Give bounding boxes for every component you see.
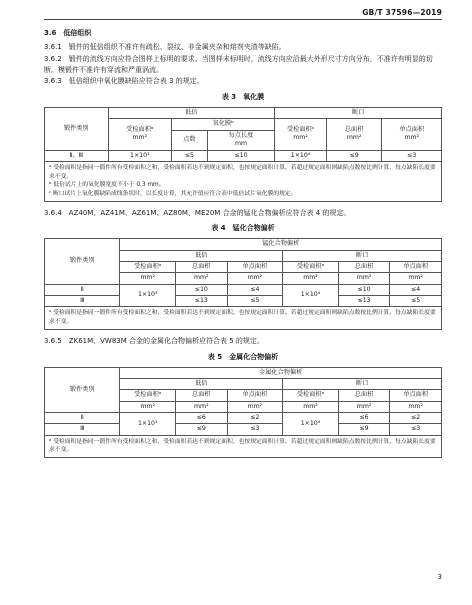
table-cell: ≤3 xyxy=(227,424,283,435)
table-row xyxy=(45,150,442,161)
table-unit-cell: mm² xyxy=(338,273,390,284)
table-note: ᵃ 受检面积是指同一锻件所有受检面积之和，受检面积若达不到规定面积，也按规定面积计算。若超过规定面积则缺陷点数按比例计算，每点缺陷长度要求不变。 xyxy=(49,164,436,180)
table-3-header-length: 每点长度 mm xyxy=(207,130,274,150)
table-cell: 1×10⁴ xyxy=(275,150,327,161)
table-5-notes xyxy=(45,435,442,457)
table-header-cell: 受检面积ᵃ xyxy=(120,390,176,401)
table-3-header-count: 点数 xyxy=(172,130,208,150)
table-cell: ≤3 xyxy=(382,150,442,161)
table-cell: ≤3 xyxy=(390,424,442,435)
table-3-notes xyxy=(45,161,442,201)
table-row xyxy=(45,284,442,295)
paragraph-3-6-5: 3.6.5 ZK61M、VW83M 合金的金属化合物偏析应符合表 5 的规定。 xyxy=(44,336,264,345)
section-title: 低倍组织 xyxy=(63,29,92,37)
header-rule xyxy=(44,19,442,20)
table-3-header-low: 低倍 xyxy=(108,108,275,119)
table-cell: ≤6 xyxy=(338,412,390,423)
table-4-notes xyxy=(45,307,442,329)
table-3-header-oxide: 氧化膜ᵇ xyxy=(172,119,275,130)
table-cell: ≤4 xyxy=(227,284,283,295)
table-3-header-fracture-area: 受检面积ᵃ mm² xyxy=(275,119,327,150)
table-header-cell: 受检面积ᵃ xyxy=(120,262,176,273)
table-unit-cell: mm² xyxy=(176,273,228,284)
table-3-header-area: 受检面积ᵃ mm² xyxy=(108,119,172,150)
table-cell: ≤10 xyxy=(207,150,274,161)
table-5-header-top: 金属化合物偏析 xyxy=(120,367,442,378)
section-number: 3.6 xyxy=(44,29,57,37)
table-unit-cell: mm² xyxy=(120,401,176,412)
table-cell: 1×10⁴ xyxy=(283,412,339,435)
table-header-cell: 单点面积 xyxy=(227,262,283,273)
table-header-cell: 总面积 xyxy=(338,262,390,273)
table-row xyxy=(45,412,442,423)
table-note: ᵃ 受检面积是指同一锻件所有受检面积之和，受检面积若达不到规定面积，也按规定面积计算。若超过规定面积则缺陷点数按比例计算，每点缺陷长度要求不变。 xyxy=(49,310,436,326)
table-cell: Ⅱ xyxy=(45,284,120,295)
table-4 xyxy=(44,238,442,330)
table-3-header-fracture: 断口 xyxy=(275,108,442,119)
table-4-header-type: 锻件类别 xyxy=(45,239,120,284)
table-header-cell: 总面积 xyxy=(338,390,390,401)
table-row xyxy=(45,424,442,435)
page-number: 3 xyxy=(437,573,442,581)
table-cell: ≤13 xyxy=(338,296,390,307)
table-3-title: 表 3 氧化膜 xyxy=(221,93,265,102)
table-cell: ≤2 xyxy=(227,412,283,423)
table-note: ᵃ 受检面积是指同一锻件所有受检面积之和，受检面积若达不到规定面积，也按规定面积计算。若超过规定面积则缺陷点数按比例计算，每点缺陷长度要求不变。 xyxy=(49,438,436,454)
table-cell: ≤10 xyxy=(176,284,228,295)
table-header-cell: 单点面积 xyxy=(390,262,442,273)
section-heading xyxy=(44,28,442,39)
table-unit-cell: mm² xyxy=(176,401,228,412)
table-header-cell: 受检面积ᵃ xyxy=(283,262,339,273)
table-5-header-low: 低倍 xyxy=(120,378,283,389)
table-cell: ≤9 xyxy=(338,424,390,435)
table-unit-cell: mm² xyxy=(338,401,390,412)
table-4-title: 表 4 锰化合物偏析 xyxy=(211,224,275,233)
standard-number: GB/T 37596—2019 xyxy=(362,8,442,17)
table-cell: ≤2 xyxy=(390,412,442,423)
table-cell: ≤9 xyxy=(176,424,228,435)
table-unit-cell: mm² xyxy=(283,401,339,412)
table-note: ᶜ 断口试片上氧化膜缺陷成线条状时，以长度计算，其允许值应符合表中低倍试片氧化膜的规定。 xyxy=(49,190,297,197)
paragraph-3-6-4: 3.6.4 AZ40M、AZ41M、AZ61M、AZ80M、ME20M 合金的锰化合物偏析应符合表 4 的规定。 xyxy=(44,208,351,217)
table-3-header-type: 锻件类别 xyxy=(45,108,109,150)
table-header-cell: 单点面积 xyxy=(227,390,283,401)
table-cell: ≤5 xyxy=(390,296,442,307)
paragraph-3-6-2: 3.6.2 锻件的流线方向应符合图样上标明的要求。当图样未标明时，流线方向应沿最大外形尺寸方向分布，不准许有明显的切断。模锻件不准许有穿流和严重涡流。 xyxy=(44,54,433,74)
table-4-header-top: 锰化合物偏析 xyxy=(120,239,442,250)
table-row xyxy=(45,296,442,307)
paragraph-3-6-1: 3.6.1 锻件的低倍组织不准许有疏松、裂纹、非金属夹杂和熔剂夹渣等缺陷。 xyxy=(44,42,286,51)
table-header-cell: 单点面积 xyxy=(390,390,442,401)
table-cell: Ⅲ xyxy=(45,296,120,307)
table-5-header-type: 锻件类别 xyxy=(45,367,120,412)
table-5-title: 表 5 金属化合物偏析 xyxy=(207,352,279,361)
table-unit-cell: mm² xyxy=(283,273,339,284)
table-header-cell: 受检面积ᵃ xyxy=(283,390,339,401)
table-unit-cell: mm² xyxy=(120,273,176,284)
table-cell: Ⅲ xyxy=(45,424,120,435)
table-header-cell: 总面积 xyxy=(176,390,228,401)
page-content xyxy=(44,28,442,458)
table-unit-cell: mm² xyxy=(227,401,283,412)
table-cell: 1×10³ xyxy=(120,284,176,307)
table-cell: Ⅱ、Ⅲ xyxy=(45,150,109,161)
table-3 xyxy=(44,107,442,202)
table-cell: ≤6 xyxy=(176,412,228,423)
table-cell: ≤13 xyxy=(176,296,228,307)
table-4-header-low: 低倍 xyxy=(120,250,283,261)
table-cell: Ⅱ xyxy=(45,412,120,423)
table-3-header-single-area: 单点面积 mm² xyxy=(382,119,442,150)
table-unit-cell: mm² xyxy=(390,401,442,412)
table-cell: ≤5 xyxy=(172,150,208,161)
table-3-header-total-area: 总面积 mm² xyxy=(326,119,382,150)
table-cell: ≤5 xyxy=(227,296,283,307)
table-cell: ≤9 xyxy=(326,150,382,161)
table-cell: 1×10³ xyxy=(108,150,172,161)
table-5-header-fracture: 断口 xyxy=(283,378,442,389)
table-unit-cell: mm² xyxy=(227,273,283,284)
table-cell: 1×10³ xyxy=(120,412,176,435)
table-unit-cell: mm² xyxy=(390,273,442,284)
table-4-header-fracture: 断口 xyxy=(283,250,442,261)
paragraph-3-6-3: 3.6.3 低倍组织中氧化膜缺陷应符合表 3 的规定。 xyxy=(44,77,204,86)
table-cell: ≤4 xyxy=(390,284,442,295)
table-note: ᵇ 低倍试片上的氧化膜宽度不小于 0.3 mm。 xyxy=(49,182,165,189)
table-cell: ≤10 xyxy=(338,284,390,295)
table-cell: 1×10⁴ xyxy=(283,284,339,307)
table-header-cell: 总面积 xyxy=(176,262,228,273)
table-5 xyxy=(44,367,442,459)
